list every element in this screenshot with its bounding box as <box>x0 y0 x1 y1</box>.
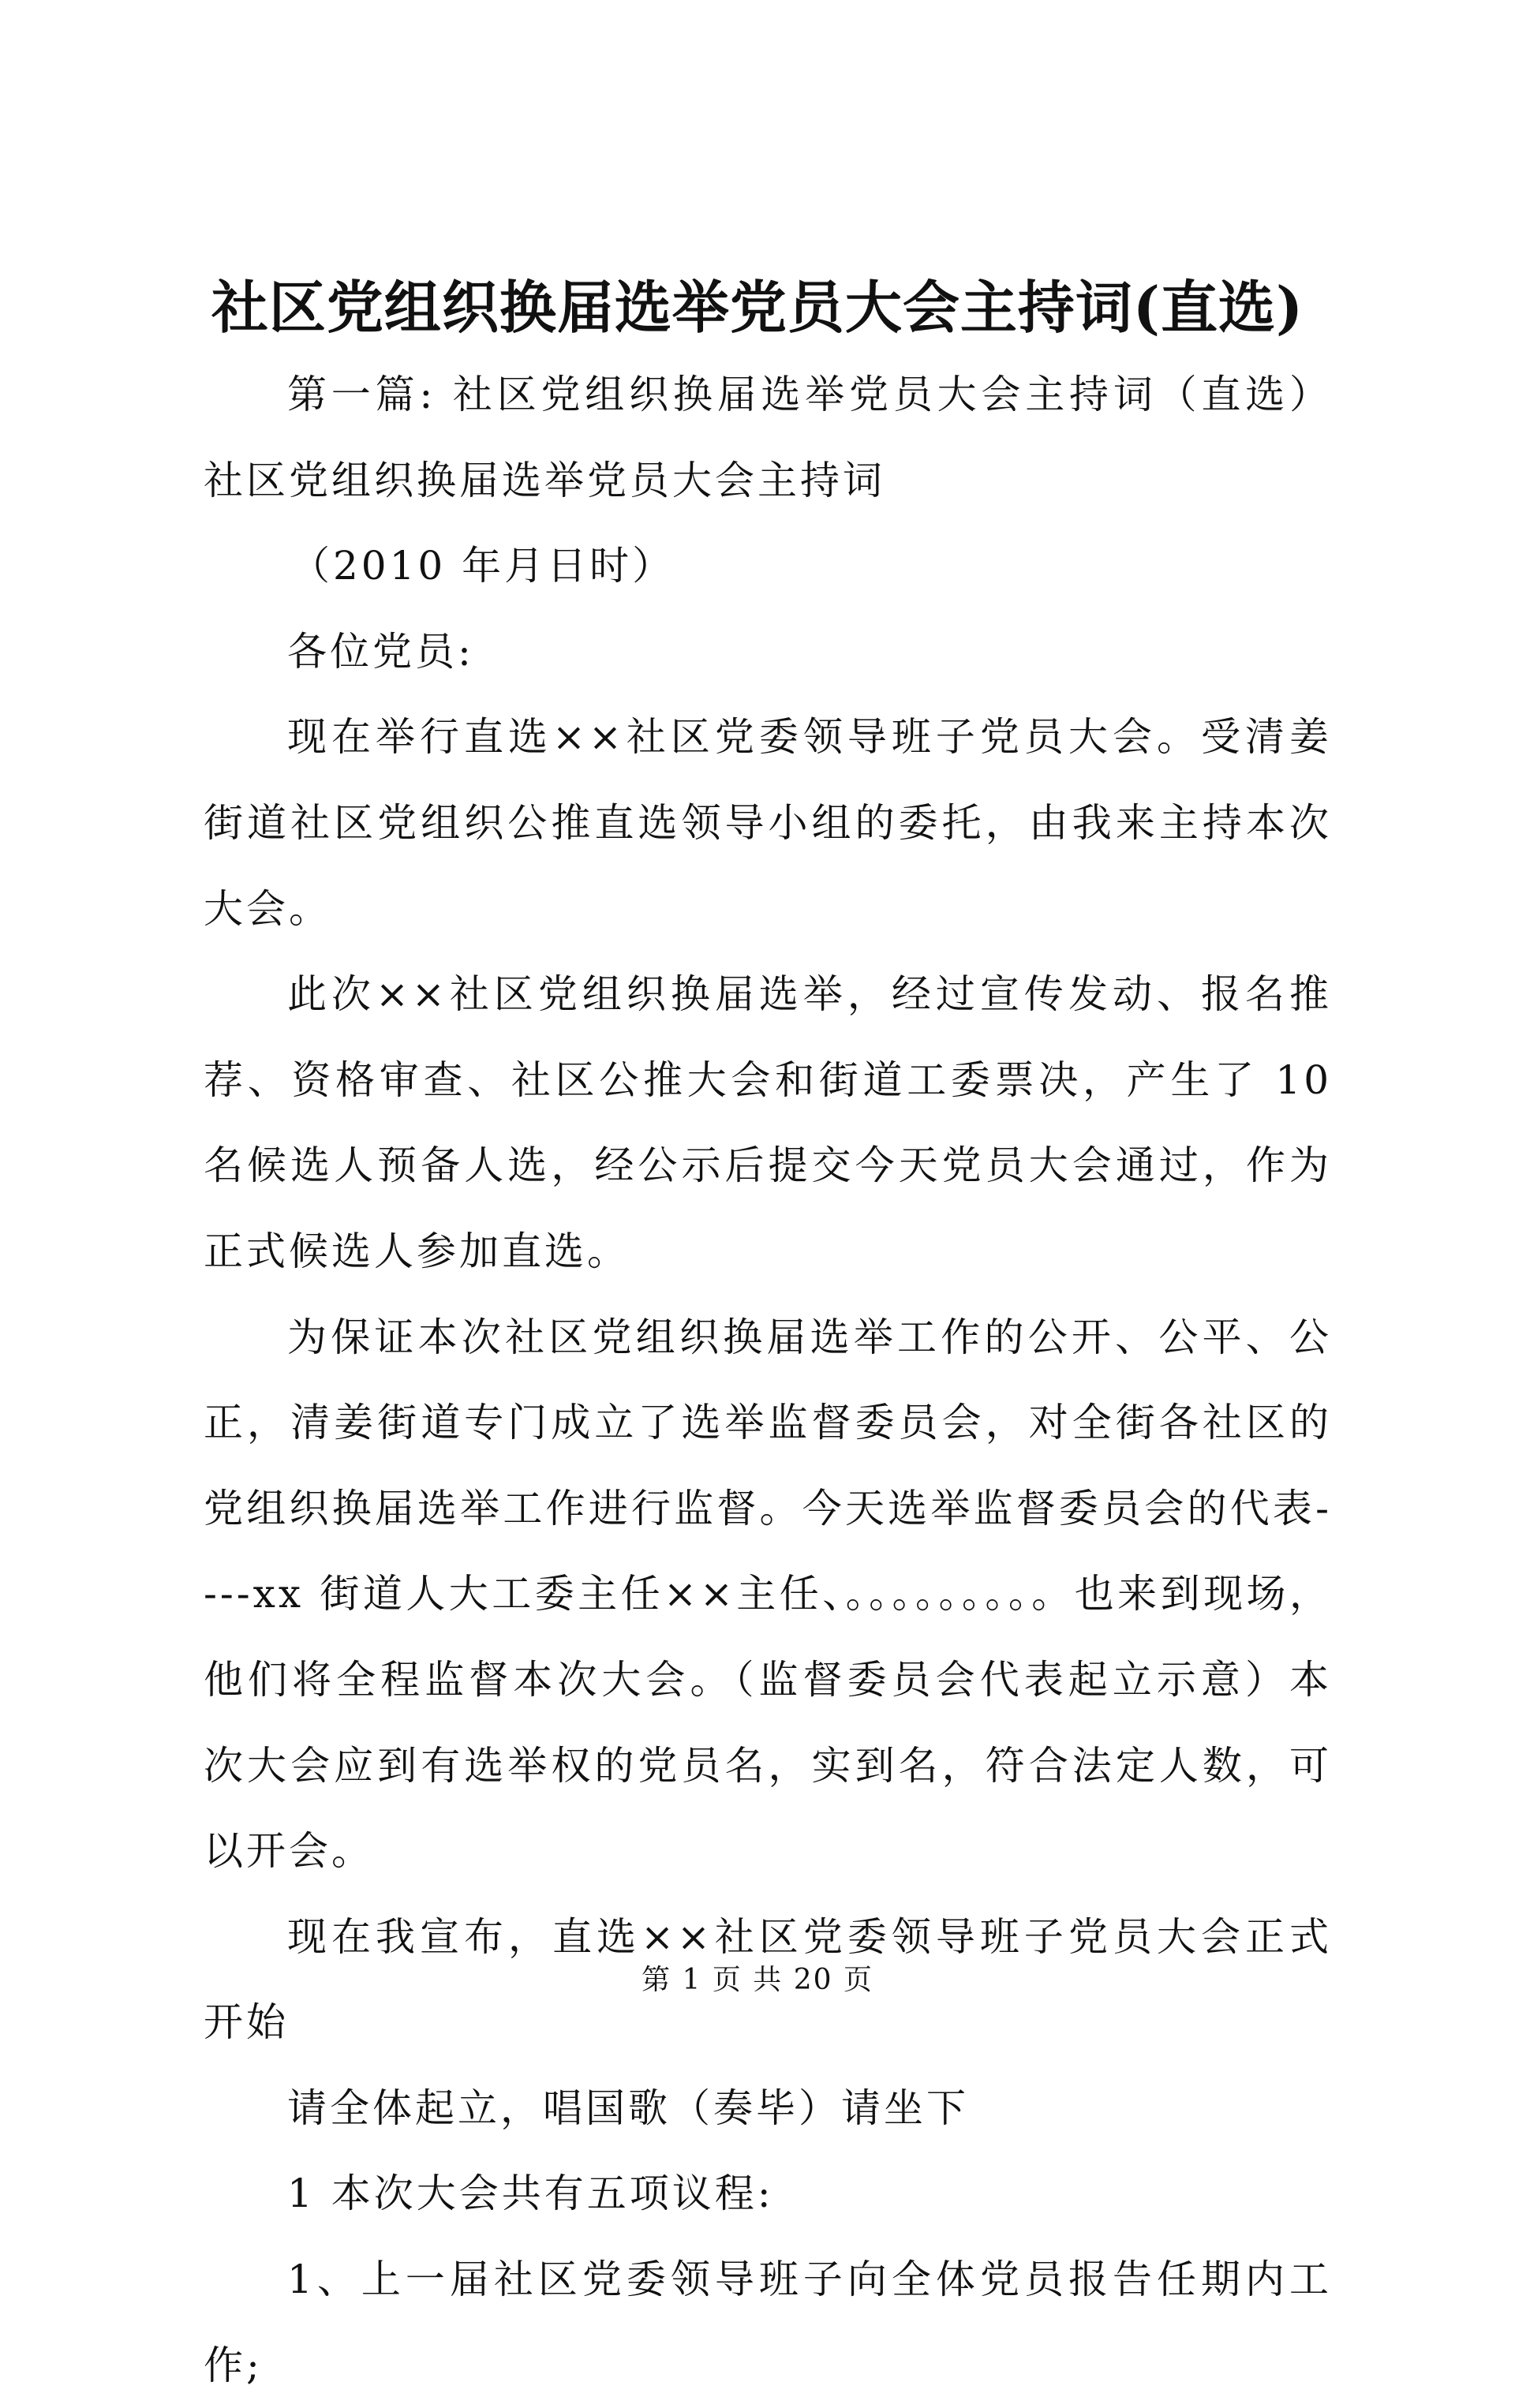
document-body <box>204 352 1332 2408</box>
paragraph-chapter-heading: 第一篇: 社区党组织换届选举党员大会主持词（直选）社区党组织换届选举党员大会主持词 <box>204 372 1332 503</box>
paragraph-announcement: 现在我宣布，直选××社区党委领导班子党员大会正式开始 <box>204 1913 1332 2046</box>
paragraph-anthem: 请全体起立，唱国歌（奏毕）请坐下 <box>287 2085 969 2131</box>
document-title: 社区党组织换届选举党员大会主持词(直选) <box>211 274 1304 341</box>
paragraph-greeting: 各位党员: <box>287 628 474 675</box>
paragraph-agenda-intro: 1 本次大会共有五项议程: <box>287 2171 774 2217</box>
paragraph-candidates: 此次××社区党组织换届选举，经过宣传发动、报名推荐、资格审查、社区公推大会和街道工委票决，产生了 10 名候选人预备人选，经公示后提交今天党员大会通过，作为正式候选人参加直选。 <box>204 971 1332 1274</box>
paragraph-supervision: 为保证本次社区党组织换届选举工作的公开、公平、公正，清姜街道专门成立了选举监督委员会，对全街各社区的党组织换届选举工作进行监督。今天选举监督委员会的代表----xx 街道人大工委主任××主任、。。。。。。。。。也来到现场，他们将全程监督本次大会。（监督委员会代表起立示意）本次大会应到有选举权的党员名，实到名，符合法定人数，可以开会。 <box>204 1314 1332 1875</box>
page-number-footer: 第 1 页 共 20 页 <box>642 1964 873 1996</box>
paragraph-opening: 现在举行直选××社区党委领导班子党员大会。受清姜街道社区党组织公推直选领导小组的委托，由我来主持本次大会。 <box>204 714 1332 932</box>
paragraph-agenda-item-1: 1、上一届社区党委领导班子向全体党员报告任期内工作; <box>204 2257 1332 2388</box>
paragraph-date: （2010 年月日时） <box>290 543 675 589</box>
